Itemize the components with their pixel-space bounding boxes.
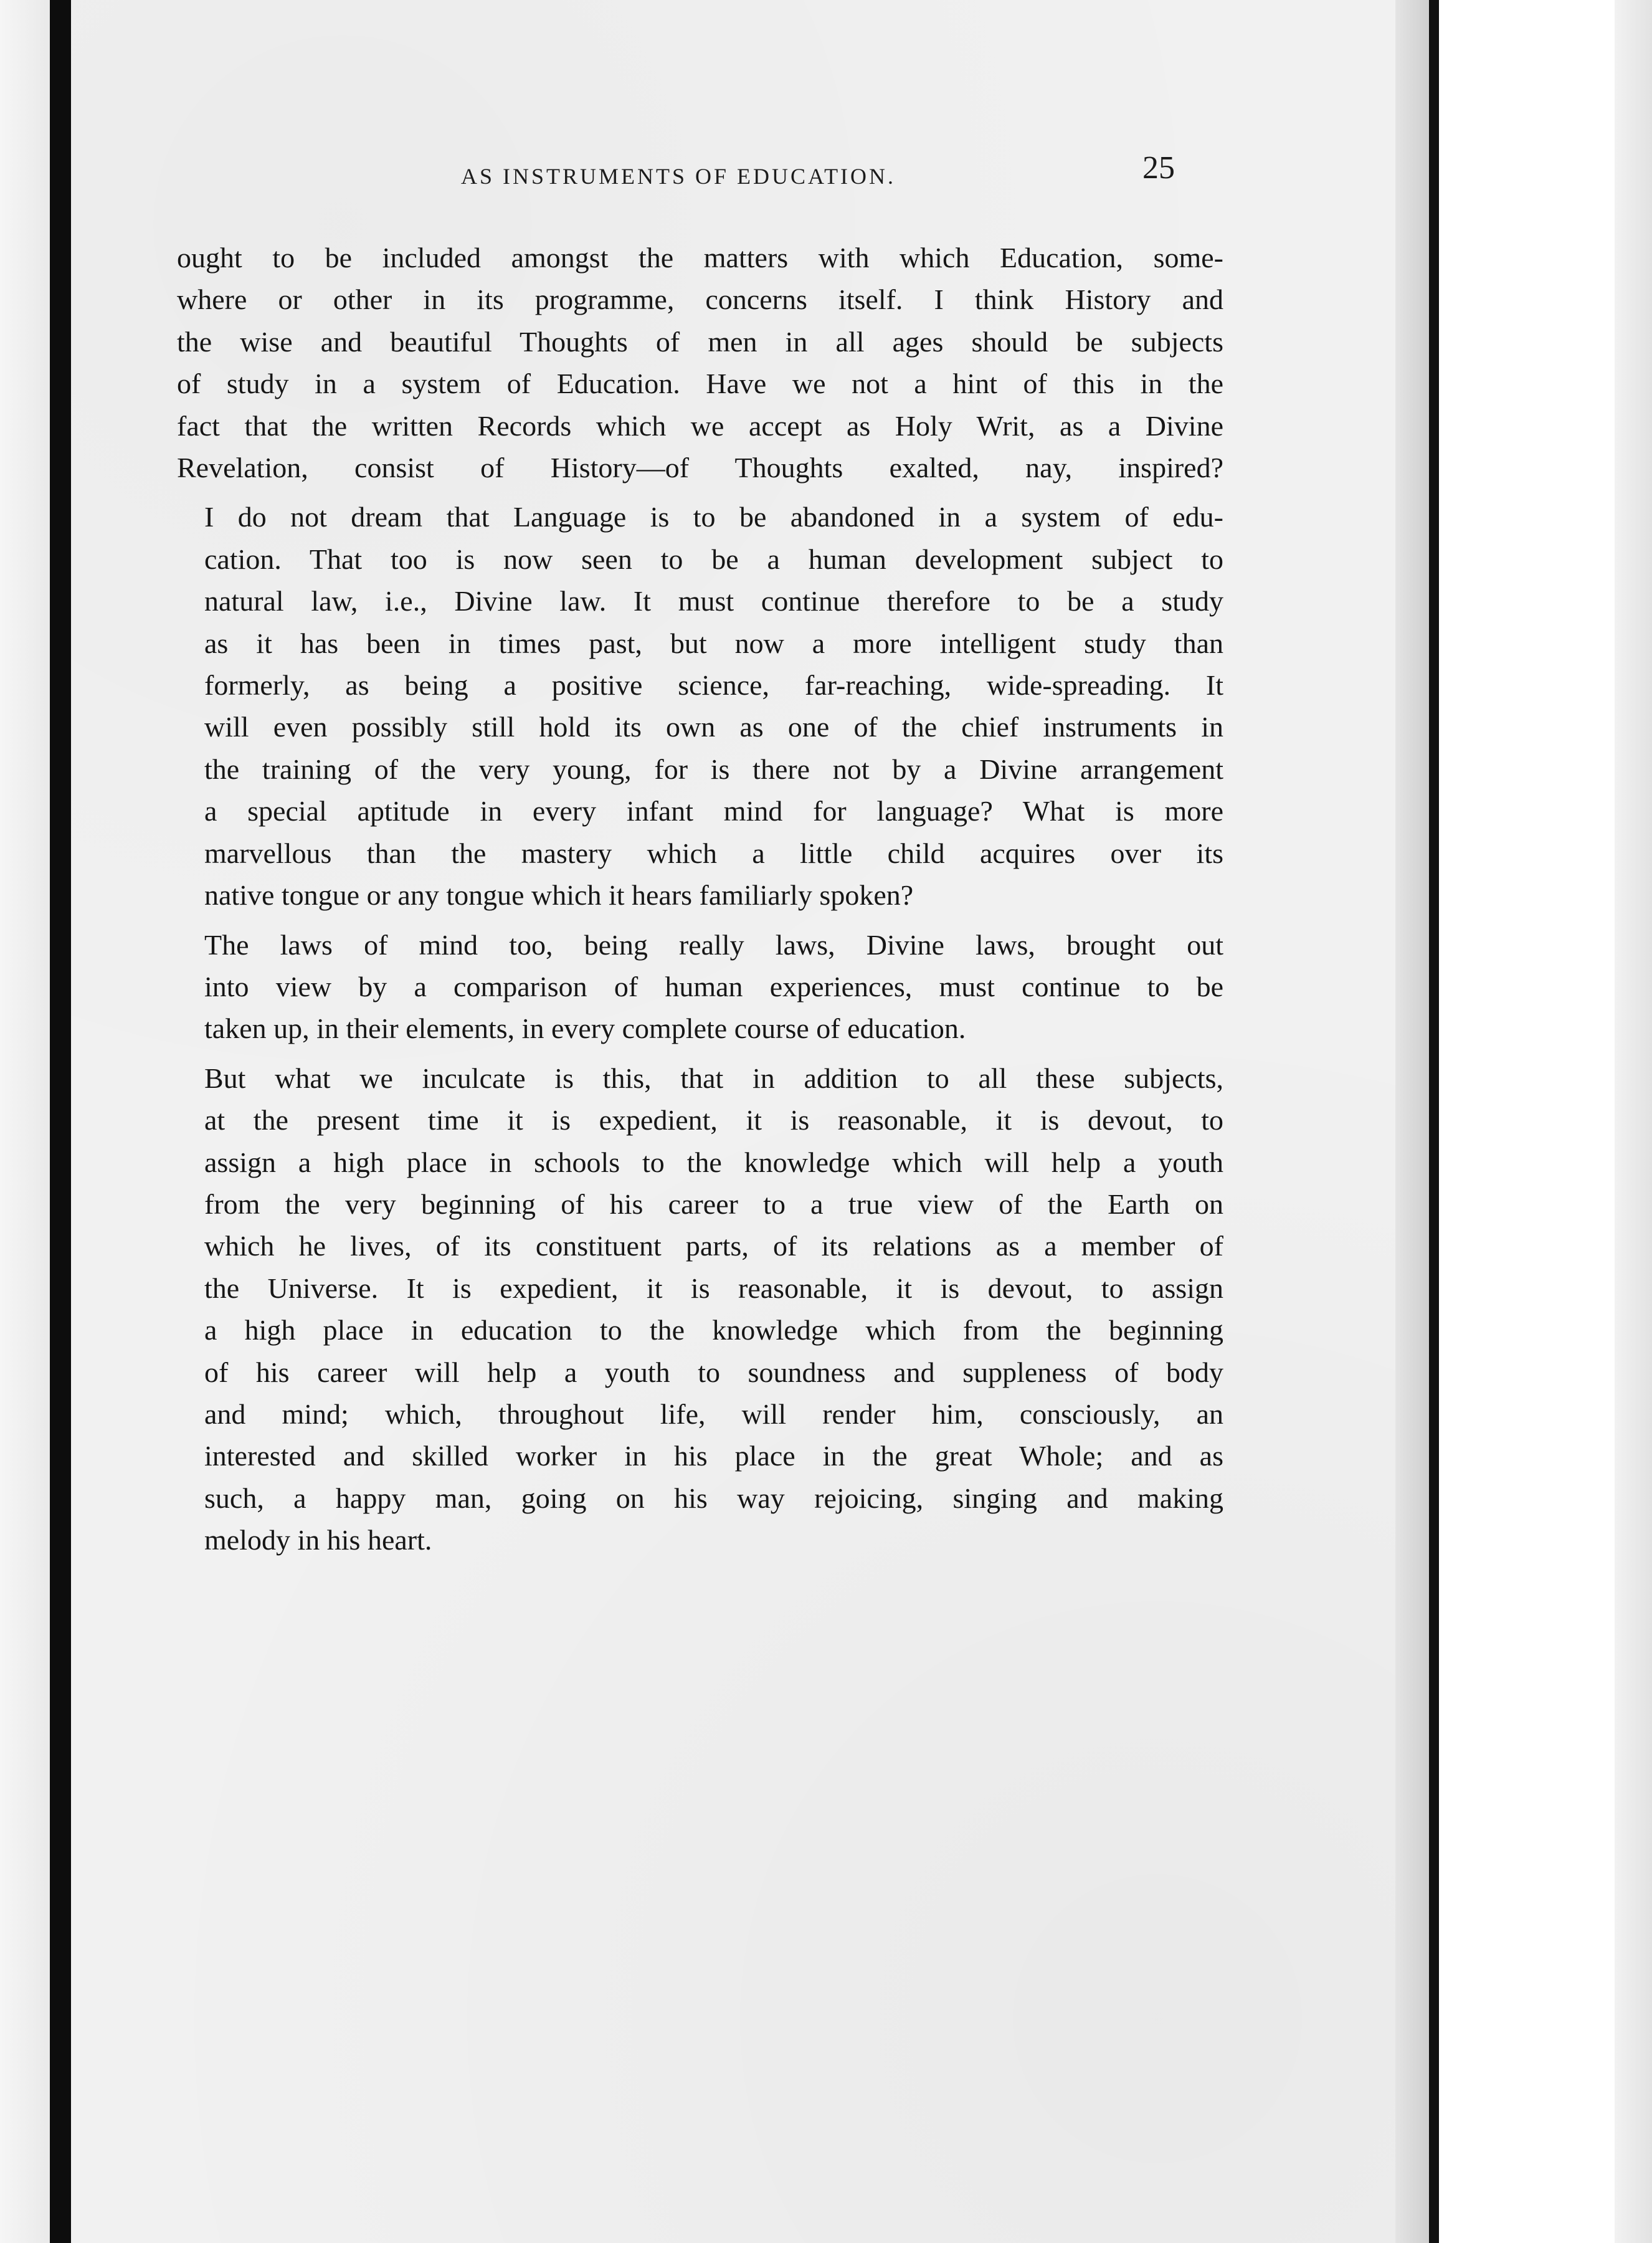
text-line: natural law, i.e., Divine law. It must continue therefore to be a study [204,585,1223,617]
text-line: taken up, in their elements, in every complete course of education. [204,1012,966,1045]
page-number: 25 [1142,150,1175,186]
paragraph-2 [177,496,1223,916]
text-line: native tongue or any tongue which it hears familiarly spoken? [204,879,914,912]
page-edge-shadow [1395,0,1429,2243]
text-line: a special aptitude in every infant mind for language? What is more [204,795,1223,827]
text-line: ought to be included amongst the matters with which Education, some- [177,242,1223,274]
text-line: I do not dream that Language is to be abandoned in a system of edu- [204,501,1223,533]
text-line: assign a high place in schools to the knowledge which will help a youth [204,1146,1223,1178]
text-line: fact that the written Records which we accept as Holy Writ, as a Divine [177,409,1223,442]
text-line: and mind; which, throughout life, will render him, consciously, an [204,1398,1223,1430]
right-gutter-shadow [1429,0,1439,2243]
text-line: which he lives, of its constituent parts, of its relations as a member of [204,1230,1223,1262]
text-line: the Universe. It is expedient, it is reasonable, it is devout, to assign [204,1272,1223,1304]
body-text [177,237,1223,1569]
text-line: the wise and beautiful Thoughts of men in all ages should be subjects [177,325,1223,358]
text-line: of study in a system of Education. Have we not a hint of this in the [177,368,1223,400]
text-line: a high place in education to the knowledge which from the beginning [204,1314,1223,1346]
text-line: The laws of mind too, being really laws, Divine laws, brought out [204,928,1223,961]
paragraph-3 [177,924,1223,1050]
text-line: melody in his heart. [204,1524,432,1556]
text-line: interested and skilled worker in his place in the great Whole; and as [204,1440,1223,1472]
text-line: But what we inculcate is this, that in addition to all these subjects, [204,1062,1223,1094]
text-line: as it has been in times past, but now a more intelligent study than [204,627,1223,659]
text-line: where or other in its programme, concerns itself. I think History and [177,283,1223,316]
text-line: from the very beginning of his career to a true view of the Earth on [204,1188,1223,1220]
facing-page-edge [0,0,50,2243]
text-line: formerly, as being a positive science, far-reaching, wide-spreading. It [204,669,1223,702]
scan-background-edge [1615,0,1652,2243]
running-head: AS INSTRUMENTS OF EDUCATION. [461,164,896,189]
text-line: Revelation, consist of History—of Thoughts exalted, nay, inspired? [177,452,1223,484]
text-line: such, a happy man, going on his way rejoicing, singing and making [204,1482,1223,1514]
text-line: cation. That too is now seen to be a human development subject to [204,543,1223,575]
text-line: into view by a comparison of human experiences, must continue to be [204,970,1223,1002]
text-line: marvellous than the mastery which a little child acquires over its [204,837,1223,869]
paragraph-4 [177,1057,1223,1561]
left-gutter-shadow [50,0,71,2243]
text-line: the training of the very young, for is there not by a Divine arrangement [204,753,1223,785]
text-line: will even possibly still hold its own as one of the chief instruments in [204,711,1223,743]
text-line: of his career will help a youth to soundness and suppleness of body [204,1356,1223,1388]
paragraph-1 [177,237,1223,488]
text-line: at the present time it is expedient, it is reasonable, it is devout, to [204,1104,1223,1136]
